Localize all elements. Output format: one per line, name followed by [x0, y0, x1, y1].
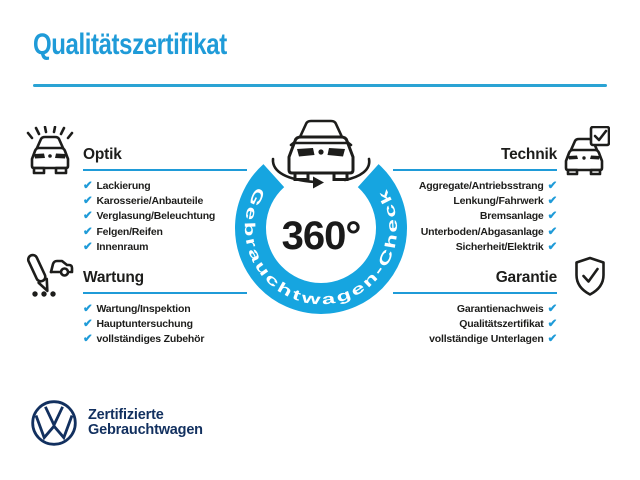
- section-optik: [83, 146, 247, 255]
- section-wartung: [83, 269, 247, 348]
- list-item: ✔ Karosserie/Anbauteile: [83, 195, 204, 208]
- list-item: ✔ Hauptuntersuchung: [83, 318, 193, 331]
- check-icon: ✔: [547, 180, 557, 192]
- list-item: vollständige Unterlagen ✔: [429, 333, 557, 346]
- service-checklist-icon: [24, 252, 74, 298]
- check-icon: ✔: [547, 210, 557, 223]
- check-icon: ✔: [83, 180, 93, 192]
- check-icon: ✔: [83, 303, 93, 315]
- check-icon: ✔: [547, 240, 557, 253]
- check-icon: ✔: [547, 195, 557, 208]
- page-title: Qualitätszertifikat: [33, 28, 227, 61]
- list-item: ✔ Wartung/Inspektion: [83, 303, 191, 315]
- check-icon: ✔: [83, 225, 93, 238]
- list-item: Qualitätszertifikat ✔: [459, 318, 557, 331]
- list-item: Unterboden/Abgasanlage ✔: [420, 225, 557, 238]
- brand-line2: Gebrauchtwagen: [88, 422, 203, 438]
- check-icon: ✔: [547, 303, 557, 315]
- list-item: Garantienachweis ✔: [456, 303, 557, 315]
- section-title-optik: Optik: [83, 146, 247, 171]
- check-icon: ✔: [83, 210, 93, 223]
- section-technik: [393, 146, 557, 255]
- section-title-wartung: Wartung: [83, 269, 247, 294]
- check-icon: ✔: [547, 333, 557, 346]
- section-title-garantie: Garantie: [393, 269, 557, 294]
- brand-line1: Zertifizierte: [88, 407, 164, 423]
- list-item: ✔ Lackierung: [83, 180, 151, 192]
- check-icon: ✔: [83, 240, 93, 253]
- list-item: Lenkung/Fahrwerk ✔: [453, 195, 557, 208]
- check-icon: ✔: [547, 318, 557, 331]
- list-item: Sicherheit/Elektrik ✔: [455, 240, 557, 253]
- check-icon: ✔: [83, 333, 93, 346]
- list-item: ✔ Felgen/Reifen: [83, 225, 163, 238]
- list-item: ✔ Innenraum: [83, 240, 149, 253]
- section-title-technik: Technik: [393, 146, 557, 171]
- list-item: ✔ Verglasung/Beleuchtung: [83, 210, 216, 223]
- vw-logo: [30, 399, 78, 447]
- list-item: Aggregate/Antriebsstrang ✔: [418, 180, 557, 192]
- section-garantie: [393, 269, 557, 348]
- check-icon: ✔: [83, 318, 93, 331]
- degrees-label: 360°: [281, 214, 361, 258]
- car-shine-icon: [24, 126, 76, 176]
- list-item: ✔ vollständiges Zubehör: [83, 333, 205, 346]
- ring-label: Gebrauchtwagen-Check: [240, 184, 402, 309]
- shield-check-icon: [572, 256, 608, 298]
- title-divider: [33, 84, 607, 87]
- check-icon: ✔: [83, 195, 93, 208]
- car-checkbox-icon: [564, 126, 610, 176]
- list-item: Bremsanlage ✔: [479, 210, 557, 223]
- check-icon: ✔: [547, 225, 557, 238]
- car-rotation-icon: [273, 121, 369, 189]
- brand-text: [88, 408, 203, 438]
